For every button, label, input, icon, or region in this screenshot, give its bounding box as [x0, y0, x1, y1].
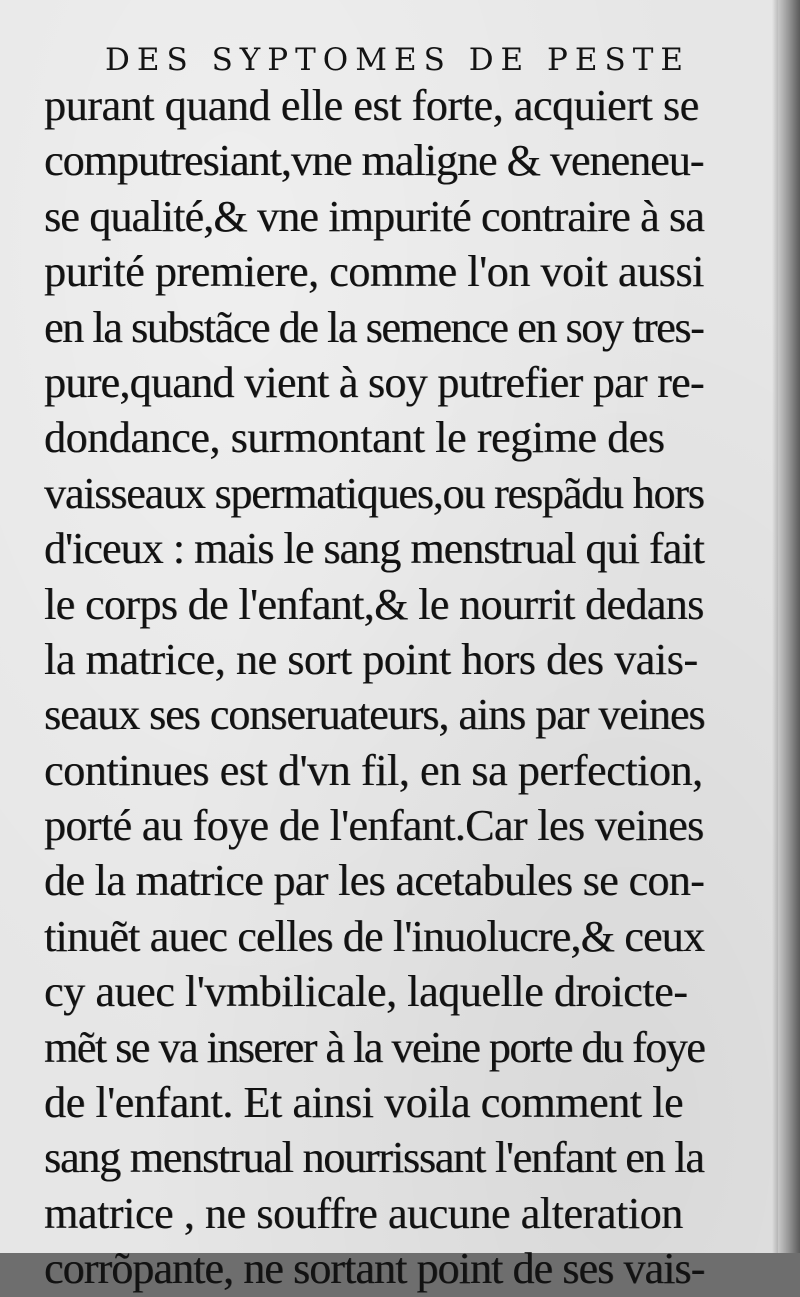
text-line-18: mẽt se va inserer à la veine porte du foye — [44, 1022, 705, 1072]
book-gutter — [778, 0, 800, 1253]
text-line-14: porté au foye de l'enfant.Car les veines — [44, 801, 704, 851]
text-line-20: sang menstrual nourrissant l'enfant en la — [44, 1133, 704, 1183]
text-line-9: d'iceux : mais le sang menstrual qui fait — [44, 524, 704, 574]
text-line-21: matrice , ne souffre aucune alteration — [44, 1188, 683, 1238]
text-line-5: en la substãce de la semence en soy tres- — [44, 302, 704, 352]
text-line-15: de la matrice par les acetabules se con- — [44, 856, 705, 906]
text-line-19: de l'enfant. Et ainsi voila comment le — [44, 1078, 684, 1128]
text-line-7: dondance, surmontant le regime des — [44, 413, 665, 463]
text-line-22: corrõpante, ne sortant point de ses vais- — [44, 1244, 705, 1294]
text-line-11: la matrice, ne sort point hors des vais- — [44, 634, 698, 684]
running-head: DES SYPTOMES DE PESTE — [105, 42, 691, 78]
text-line-1: purant quand elle est forte, acquiert se — [44, 81, 699, 130]
text-line-6: pure,quand vient à soy putrefier par re- — [44, 357, 704, 407]
text-line-16: tinuẽt auec celles de l'inuolucre,& ceux — [44, 911, 705, 961]
text-line-17: cy auec l'vmbilicale, laquelle droicte- — [44, 967, 688, 1017]
text-line-13: continues est d'vn fil, en sa perfection, — [44, 745, 703, 795]
text-line-2: computresiant,vne maligne & veneneu- — [44, 136, 704, 186]
text-line-3: se qualité,& vne impurité contraire à sa — [44, 191, 704, 241]
text-line-12: seaux ses conseruateurs, ains par veines — [44, 690, 705, 740]
text-line-10: le corps de l'enfant,& le nourrit dedans — [44, 579, 704, 629]
text-line-4: purité premiere, comme l'on voit aussi — [44, 247, 704, 297]
text-line-8: vaisseaux spermatiques,ou respãdu hors — [44, 468, 704, 518]
body-text — [44, 78, 704, 1297]
